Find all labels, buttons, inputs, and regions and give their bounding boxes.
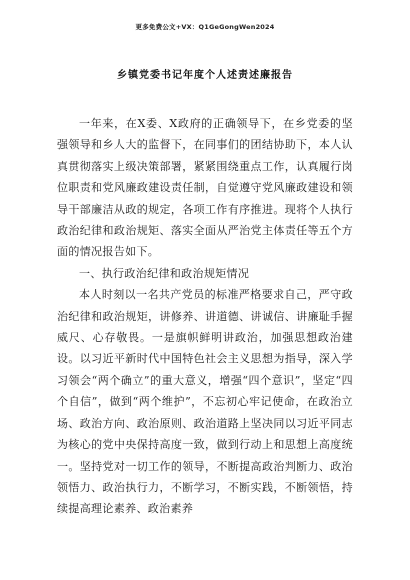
section-paragraph: 本人时刻以一名共产党员的标准严格要求自己，严守政治纪律和政治规矩，讲修养、讲道德、讲诚信、讲廉耻手握威尺、心存敬畏。一是旗帜鲜明讲政治，加强思想政治建设。以习近平新时代中国特色社会主义思想为指导，深入学习领会“两个确立”的重大意义，增强“四个意识”，坚定“四个自信”，做到“两个维护”，不忘初心牢记使命，在政治立场、政治方向、政治原则、政治道路上坚决同以习近平同志为核心的党中央保持高度一致，做到行动上和思想上高度统一。坚持党对一切工作的领导，不断提高政治判断力、政治领悟力、政治执行力，不断学习，不断实践，不断领悟，持续提高理论素养、政治素养 bbox=[57, 288, 353, 516]
document-body bbox=[57, 113, 353, 520]
header-note: 更多免费公文+VX：Q1GeGongWen2024 bbox=[135, 23, 275, 31]
document-title: 乡镇党委书记年度个人述责述廉报告 bbox=[117, 70, 293, 81]
intro-paragraph: 一年来，在X委、X政府的正确领导下，在乡党委的坚强领导和乡人大的监督下，在同事们的团结协助下，本人认真贯彻落实上级决策部署，紧紧围绕重点工作，认真履行岗位职责和党风廉政建设责任制，自觉遵守党风廉政建设和领导干部廉洁从政的规定，各项工作有序推进。现将个人执行政治纪律和政治规矩、落实全面从严治党主体责任等五个方面的情况报告如下。 bbox=[57, 117, 353, 259]
section-heading: 一、执行政治纪律和政治规矩情况 bbox=[79, 266, 250, 280]
